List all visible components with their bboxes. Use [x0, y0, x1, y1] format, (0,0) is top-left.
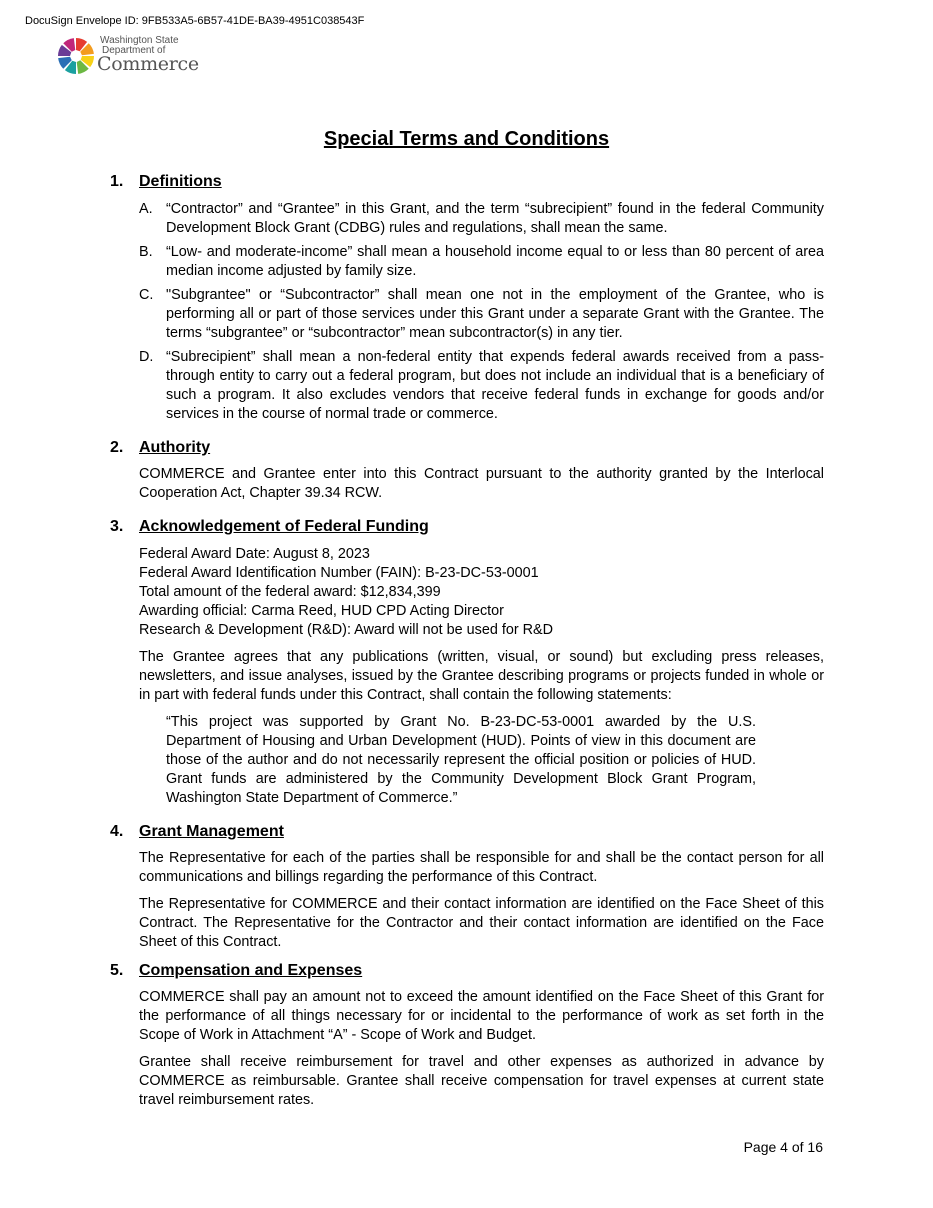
list-text: “Low- and moderate-income” shall mean a household income equal to or less than 80 percent of area median income adjusted by family size.: [166, 244, 824, 279]
section-compensation: [110, 961, 824, 1110]
page-title: Special Terms and Conditions: [323, 128, 610, 150]
list-letter: B.: [139, 244, 153, 260]
section-number: 2.: [110, 439, 124, 456]
paragraph: The Grantee agrees that any publications (written, visual, or sound) but excluding press releases, newsletters, and issue analyses, issued by the Grantee describing programs or projects funded in whole or in part with federal funds under this Contract, shall contain the following statements:: [139, 649, 824, 703]
section-number: 3.: [110, 518, 124, 535]
award-line: Total amount of the federal award: $12,834,399: [139, 584, 441, 600]
paragraph: The Representative for COMMERCE and their contact information are identified on the Face Sheet of this Contract. The Representative for the Contractor and their contact information are identified on the Face Sheet of this Contract.: [139, 896, 824, 950]
list-text: “Contractor” and “Grantee” in this Grant, and the term “subrecipient” found in the federal Community Development Block Grant (CDBG) rules and regulations, shall mean the same.: [166, 201, 824, 236]
paragraph: COMMERCE and Grantee enter into this Contract pursuant to the authority granted by the Interlocal Cooperation Act, Chapter 39.34 RCW.: [139, 466, 824, 501]
list-letter: D.: [139, 349, 154, 365]
award-details: [139, 545, 824, 640]
logo-pinwheel-icon: [57, 37, 95, 75]
list-text: “Subrecipient” shall mean a non-federal entity that expends federal awards received from a pass-through entity to carry out a federal program, but does not include an individual that is a beneficiary of such a program. It also excludes vendors that receive federal funds in exchange for goods and/or services in the course of normal trade or commerce.: [166, 349, 824, 422]
section-number: 5.: [110, 962, 124, 979]
acknowledgement-quote: “This project was supported by Grant No. B-23-DC-53-0001 awarded by the U.S. Department of Housing and Urban Development (HUD). Points of view in this document are those of the author and do not necessarily represent the official position or policies of HUD. Grant funds are administered by the Community Development Block Grant Program, Washington State Department of Commerce.”: [166, 714, 756, 806]
page-number: Page 4 of 16: [743, 1139, 823, 1155]
list-letter: C.: [139, 287, 154, 303]
section-definitions: [110, 172, 824, 424]
logo-line-3: Commerce: [97, 53, 199, 75]
section-title: Compensation and Expenses: [139, 962, 363, 979]
section-grant-management: [110, 822, 824, 952]
award-line: Research & Development (R&D): Award will not be used for R&D: [139, 622, 554, 638]
section-title: Acknowledgement of Federal Funding: [139, 518, 429, 535]
section-title: Definitions: [139, 173, 222, 190]
award-line: Federal Award Identification Number (FAIN): B-23-DC-53-0001: [139, 565, 539, 581]
commerce-logo: [57, 36, 197, 78]
section-title: Grant Management: [139, 823, 284, 840]
logo-line-2: Department of: [102, 45, 166, 56]
paragraph: Grantee shall receive reimbursement for travel and other expenses as authorized in advance by COMMERCE as reimbursable. Grantee shall receive compensation for travel expenses at current state travel reimbursement rates.: [139, 1054, 824, 1108]
list-item: [139, 286, 824, 343]
list-text: "Subgrantee" or “Subcontractor” shall mean one not in the employment of the Grantee, who is performing all or part of those services under this Grant under a separate Grant with the Grantee. The terms “subgrantee” or “subcontractor” mean subcontractor(s) in any tier.: [166, 287, 824, 341]
list-letter: A.: [139, 201, 153, 217]
award-line: Awarding official: Carma Reed, HUD CPD Acting Director: [139, 603, 504, 619]
document-body: [110, 172, 824, 1110]
section-number: 1.: [110, 173, 124, 190]
envelope-id: DocuSign Envelope ID: 9FB533A5-6B57-41DE-BA39-4951C038543F: [25, 15, 365, 27]
section-title: Authority: [139, 439, 211, 456]
list-item: [139, 200, 824, 238]
logo-line-1: Washington State: [100, 35, 179, 46]
paragraph: The Representative for each of the parties shall be responsible for and shall be the contact person for all communications and billings regarding the performance of this Contract.: [139, 850, 824, 885]
section-authority: [110, 438, 824, 503]
award-line: Federal Award Date: August 8, 2023: [139, 546, 370, 562]
list-item: [139, 243, 824, 281]
paragraph: COMMERCE shall pay an amount not to exceed the amount identified on the Face Sheet of this Grant for the performance of all things necessary for or incidental to the performance of work as set forth in the Scope of Work in Attachment “A” - Scope of Work and Budget.: [139, 989, 824, 1043]
section-federal-funding: [110, 517, 824, 808]
section-number: 4.: [110, 823, 124, 840]
list-item: [139, 348, 824, 424]
